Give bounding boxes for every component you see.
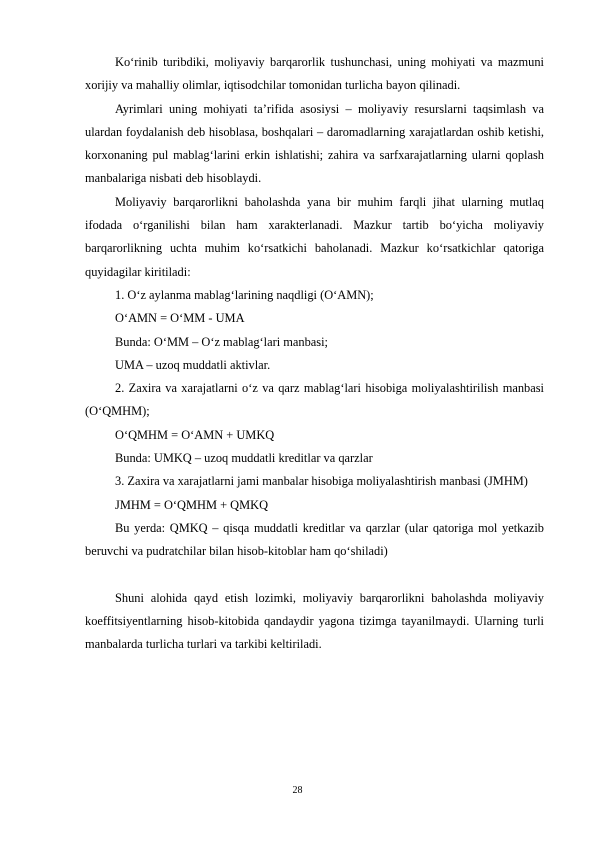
document-body [85,51,544,657]
page-number: 28 [292,785,303,796]
paragraph-definitions: Ayrimlari uning mohiyati ta’rifida asosiysi – moliyaviy resurslarni taqsimlash va ulardan foydalanish deb hisoblasa, boshqalari – daromadlarning xarajatlardan oshib ketishi, korxonaning pul mablag‘larini erkin ishlatishi; zahira va sarfxarajatlarning ularni qoplash manbalariga nisbati deb hisoblaydi. [85,101,544,186]
paragraph-intro: Ko‘rinib turibdiki, moliyaviy barqarorlik tushunchasi, uning mohiyati va mazmuni xorijiy va mahalliy olimlar, iqtisodchilar tomonidan turlicha bayon qilinadi. [85,55,544,93]
paragraph-conclusion: Shuni alohida qayd etish lozimki, moliyaviy barqarorlikni baholashda moliyaviy koeffitsiyentlarning hisob-kitobida qandaydir yagona tizimga tayanilmaydi. Ularning turli manbalarda turlicha turlari va tarkibi keltiriladi. [85,590,544,652]
paragraph-absolute-indicators: Moliyaviy barqarorlikni baholashda yana bir muhim farqli jihat ularning mutlaq ifodada o‘rganilishi bilan ham xarakterlanadi. Mazkur tartib bo‘yicha moliyaviy barqarorlikning uchta muhim ko‘rsatkichi baholanadi. Mazkur ko‘rsatkichlar qatoriga quyidagilar kiritiladi: [85,194,544,279]
list-item-3: 3. Zaxira va xarajatlarni jami manbalar hisobiga moliyalashtirish manbasi (JMHM) [115,474,528,489]
formula-note-qmkq: Bu yerda: QMKQ – qisqa muddatli kreditlar va qarzlar (ular qatoriga mol yetkazib beruvchi va pudratchilar bilan hisob-kitoblar ham qo‘shiladi) [85,520,544,559]
formula-note-omm: Bunda: O‘MM – O‘z mablag‘lari manbasi; [115,334,329,349]
formula-jmhm: JMHM = O‘QMHM + QMKQ [115,497,269,512]
formula-note-umkq: Bunda: UMKQ – uzoq muddatli kreditlar va qarzlar [115,451,373,466]
list-item-1: 1. O‘z aylanma mablag‘larining naqdligi (O‘AMN); [115,287,374,302]
formula-oqmhm: O‘QMHM = O‘AMN + UMKQ [115,427,275,442]
formula-oamn: O‘AMN = O‘MM - UMA [115,311,245,326]
formula-note-uma: UMA – uzoq muddatli aktivlar. [115,357,271,372]
paragraph-spacer [85,564,544,587]
list-item-2: 2. Zaxira va xarajatlarni o‘z va qarz mablag‘lari hisobiga moliyalashtirilish manbasi (O‘QMHM); [85,381,544,419]
